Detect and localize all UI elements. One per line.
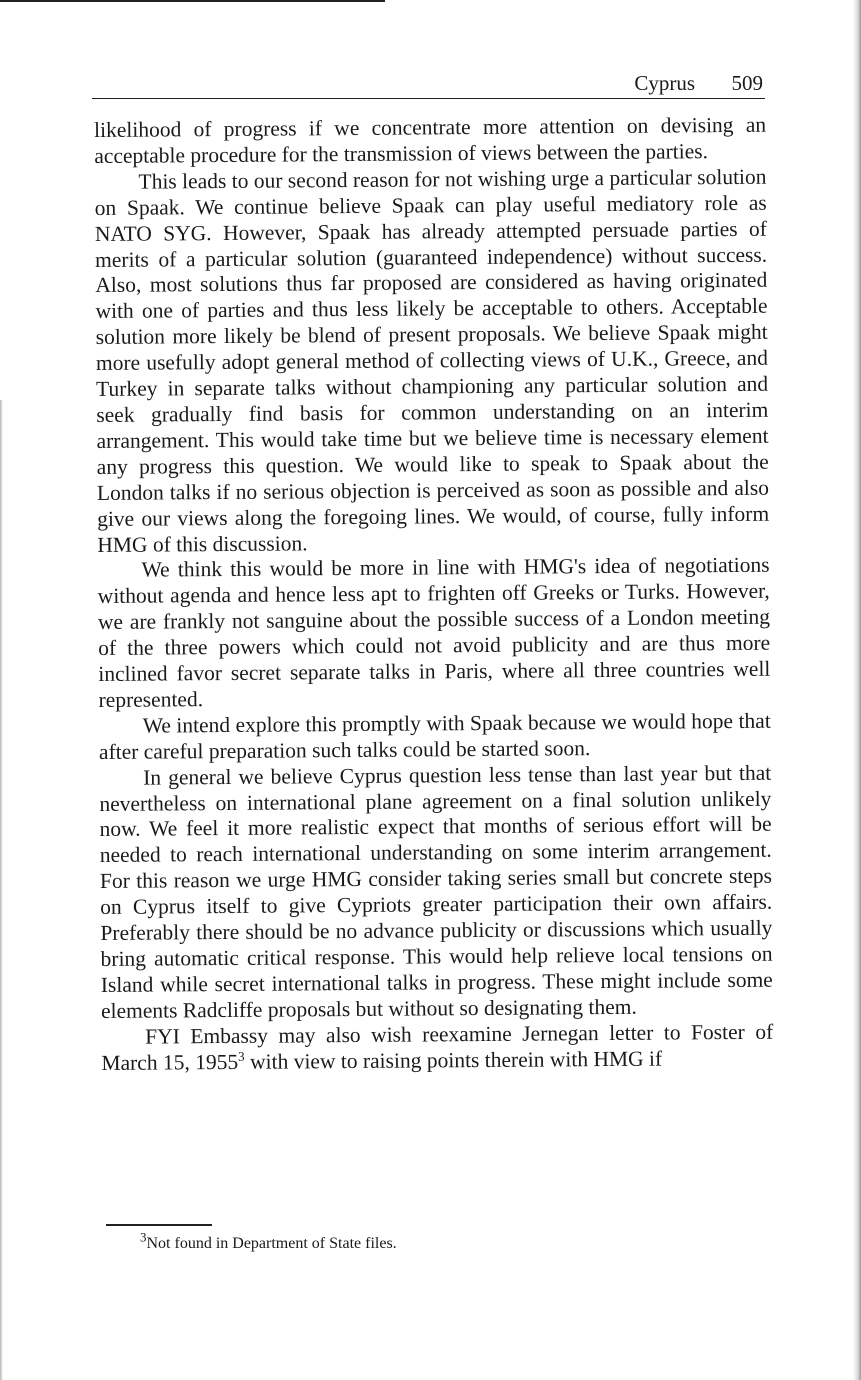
paragraph: This leads to our second reason for not wishing urge a particular solution on Spaak. We continue believe Spaak can play useful mediatory role as NATO SYG. However, Spaak has already attempted persuade parties of merits of a particular solution (guaranteed independence) without success. Also, most solutions thus far proposed are considered as having originated with one of parties and thus less likely be acceptable to others. Acceptable solution more likely be blend of present proposals. We believe Spaak might more usefully adopt general method of collecting views of U.K., Greece, and Turkey in separate talks without championing any particular solution and seek gradually find basis for common understanding on an interim arrangement. This would take time but we believe time is necessary element any progress this question. We would like to speak to Spaak about the London talks if no serious objection is perceived as soon as possible and also give our views along the foregoing lines. We would, of course, fully inform HMG of this discussion. [94, 164, 770, 557]
footnote-text: Not found in Department of State files. [146, 1235, 397, 1252]
running-title: Cyprus [634, 71, 695, 95]
footnote-mark: 3 [140, 1229, 147, 1245]
paragraph: We think this would be more in line with HMG's idea of negotiations without agenda and hence less apt to frighten off Greeks or Turks. However, we are frankly not sanguine about the possible success of a London meeting of the three powers which could not avoid publicity and are thus more inclined favor secret separate talks in Paris, where all three countries well represented. [97, 553, 771, 712]
top-border-rule [0, 0, 385, 2]
page-spine-shadow [853, 0, 861, 1380]
footnote-separator [106, 1224, 212, 1226]
running-header [92, 70, 765, 99]
paragraph: In general we believe Cyprus question less tense than last year but that nevertheless on international plane agreement on a final solution unlikely now. We feel it more realistic expect that months of serious effort will be needed to reach international understanding on some interim arrangement. For this reason we urge HMG consider taking series small but concrete steps on Cyprus itself to give Cypriots greater participation their own affairs. Preferably there should be no advance publicity or discussions which usually bring automatic critical response. This would help relieve local tensions on Island while secret international talks in progress. These might include some elements Radcliffe proposals but without so designating them. [99, 760, 773, 1023]
page-left-edge-shadow [0, 400, 3, 1380]
paragraph-continuation: likelihood of progress if we concentrate more attention on devising an acceptable procedure for the transmission of views between the parties. [94, 112, 767, 168]
paragraph-last [101, 1019, 773, 1076]
footnote-reference: 3 [238, 1048, 245, 1064]
paragraph: We intend explore this promptly with Spaak because we would hope that after careful preparation such talks could be started soon. [98, 708, 771, 764]
page-number: 509 [731, 71, 763, 95]
paragraph-last-text-after-ref: with view to raising points therein with HMG if [244, 1046, 663, 1074]
footnote [140, 1229, 397, 1254]
paragraph-last-text-before-ref: FYI Embassy may also wish reexamine Jernegan letter to Foster of March 15, 1955 [101, 1019, 774, 1075]
body-text [94, 113, 774, 1077]
